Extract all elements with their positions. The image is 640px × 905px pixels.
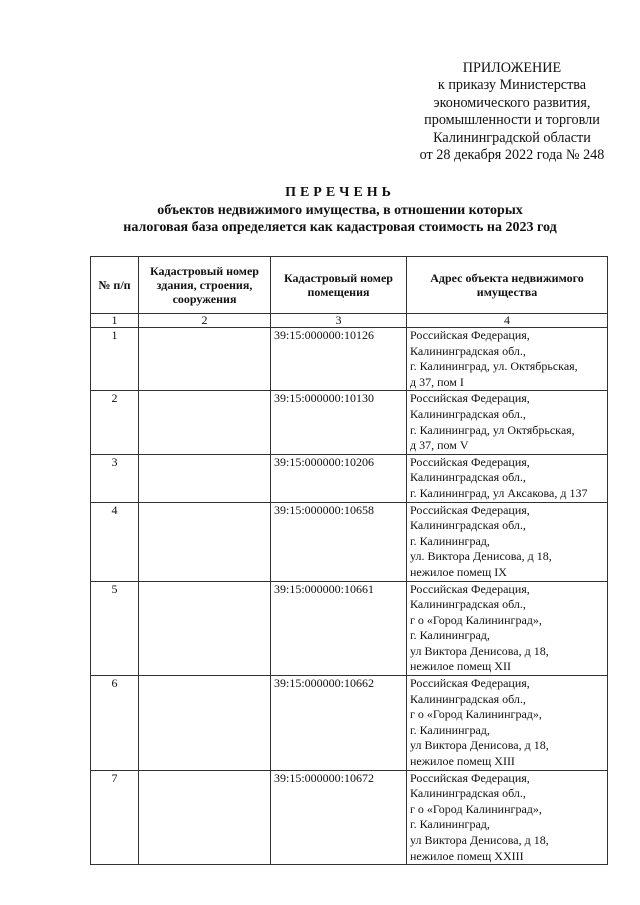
row-number: 5 — [91, 581, 139, 676]
address-line: г о «Город Калининград», — [410, 612, 542, 627]
building-cadastral-number — [139, 770, 271, 865]
address-line: Российская Федерация, — [410, 454, 530, 469]
header-address: Адрес объекта недвижимого имущества — [407, 257, 608, 314]
building-cadastral-number — [139, 328, 271, 391]
address-line: Калининградская обл., — [410, 691, 526, 706]
address-line: Калининградская обл., — [410, 518, 526, 533]
header-num: № п/п — [91, 257, 139, 314]
address-line: Российская Федерация, — [410, 676, 530, 691]
building-cadastral-number — [139, 502, 271, 581]
appendix-line: к приказу Министерства — [437, 77, 587, 94]
address-line: г. Калининград, — [410, 817, 490, 832]
address-line: Калининградская обл., — [410, 597, 526, 612]
row-number: 4 — [91, 502, 139, 581]
address-line: г о «Город Калининград», — [410, 801, 542, 816]
address-cell — [407, 581, 608, 676]
table-header-row — [91, 257, 608, 314]
table-row — [91, 770, 608, 865]
premise-cadastral-number: 39:15:000000:10658 — [271, 502, 407, 581]
address-line: г. Калининград, ул. Октябрьская, — [410, 359, 578, 374]
document-subtitle-line: объектов недвижимого имущества, в отношении которых — [157, 203, 523, 218]
document-title: ПЕРЕЧЕНЬ — [285, 185, 395, 200]
premise-cadastral-number: 39:15:000000:10126 — [271, 328, 407, 391]
appendix-line: ПРИЛОЖЕНИЕ — [462, 60, 562, 76]
premise-cadastral-number: 39:15:000000:10661 — [271, 581, 407, 676]
address-cell — [407, 328, 608, 391]
address-line: Калининградская обл., — [410, 786, 526, 801]
appendix-line: экономического развития, — [433, 94, 591, 111]
address-cell — [407, 502, 608, 581]
address-line: г о «Город Калининград», — [410, 707, 542, 722]
premise-cadastral-number: 39:15:000000:10130 — [271, 391, 407, 454]
address-cell — [407, 454, 608, 502]
building-cadastral-number — [139, 581, 271, 676]
address-line: Российская Федерация, — [410, 502, 530, 517]
address-line: Российская Федерация, — [410, 581, 530, 596]
address-line: д 37, пом I — [410, 374, 464, 389]
row-number: 2 — [91, 391, 139, 454]
table-row — [91, 328, 608, 391]
table-row — [91, 391, 608, 454]
property-table — [90, 256, 608, 865]
address-line: г. Калининград, — [410, 722, 490, 737]
table-row — [91, 581, 608, 676]
address-line: нежилое помещ XIII — [410, 754, 515, 769]
table-row — [91, 454, 608, 502]
building-cadastral-number — [139, 391, 271, 454]
appendix-line: промышленности и торговли — [424, 112, 600, 129]
address-line: нежилое помещ XXIII — [410, 848, 524, 863]
row-number: 6 — [91, 676, 139, 771]
document-heading — [60, 184, 620, 236]
table-row — [91, 502, 608, 581]
column-number: 4 — [407, 314, 608, 328]
address-line: Калининградская обл., — [410, 343, 526, 358]
address-line: ул Виктора Денисова, д 18, — [410, 643, 549, 658]
column-number: 1 — [91, 314, 139, 328]
address-line: г. Калининград, — [410, 628, 490, 643]
appendix-line: Калининградской области — [433, 129, 591, 146]
address-line: г. Калининград, — [410, 533, 490, 548]
address-cell — [407, 391, 608, 454]
address-line: нежилое помещ IX — [410, 564, 507, 579]
header-building-cadastral: Кадастровый номер здания, строения, сооружения — [139, 257, 271, 314]
premise-cadastral-number: 39:15:000000:10206 — [271, 454, 407, 502]
address-line: Калининградская обл., — [410, 470, 526, 485]
address-line: Российская Федерация, — [410, 391, 530, 406]
appendix-block — [400, 60, 624, 164]
document-subtitle-line: налоговая база определяется как кадастровая стоимость на 2023 год — [123, 220, 557, 235]
row-number: 3 — [91, 454, 139, 502]
address-cell — [407, 770, 608, 865]
address-line: Российская Федерация, — [410, 770, 530, 785]
premise-cadastral-number: 39:15:000000:10672 — [271, 770, 407, 865]
appendix-line: от 28 декабря 2022 года № 248 — [419, 147, 605, 164]
address-line: ул Виктора Денисова, д 18, — [410, 738, 549, 753]
address-line: нежилое помещ XII — [410, 659, 511, 674]
column-number-row — [91, 314, 608, 328]
column-number: 3 — [271, 314, 407, 328]
building-cadastral-number — [139, 676, 271, 771]
address-line: ул. Виктора Денисова, д 18, — [410, 549, 552, 564]
row-number: 1 — [91, 328, 139, 391]
address-line: ул Виктора Денисова, д 18, — [410, 833, 549, 847]
column-number: 2 — [139, 314, 271, 328]
address-line: г. Калининград, ул Октябрьская, — [410, 422, 575, 437]
address-line: Калининградская обл., — [410, 406, 526, 421]
address-cell — [407, 676, 608, 771]
building-cadastral-number — [139, 454, 271, 502]
header-premise-cadastral: Кадастровый номер помещения — [271, 257, 407, 314]
premise-cadastral-number: 39:15:000000:10662 — [271, 676, 407, 771]
address-line: Российская Федерация, — [410, 328, 530, 342]
address-line: г. Калининград, ул Аксакова, д 137 — [410, 485, 588, 500]
row-number: 7 — [91, 770, 139, 865]
address-line: д 37, пом V — [410, 438, 469, 453]
table-row — [91, 676, 608, 771]
